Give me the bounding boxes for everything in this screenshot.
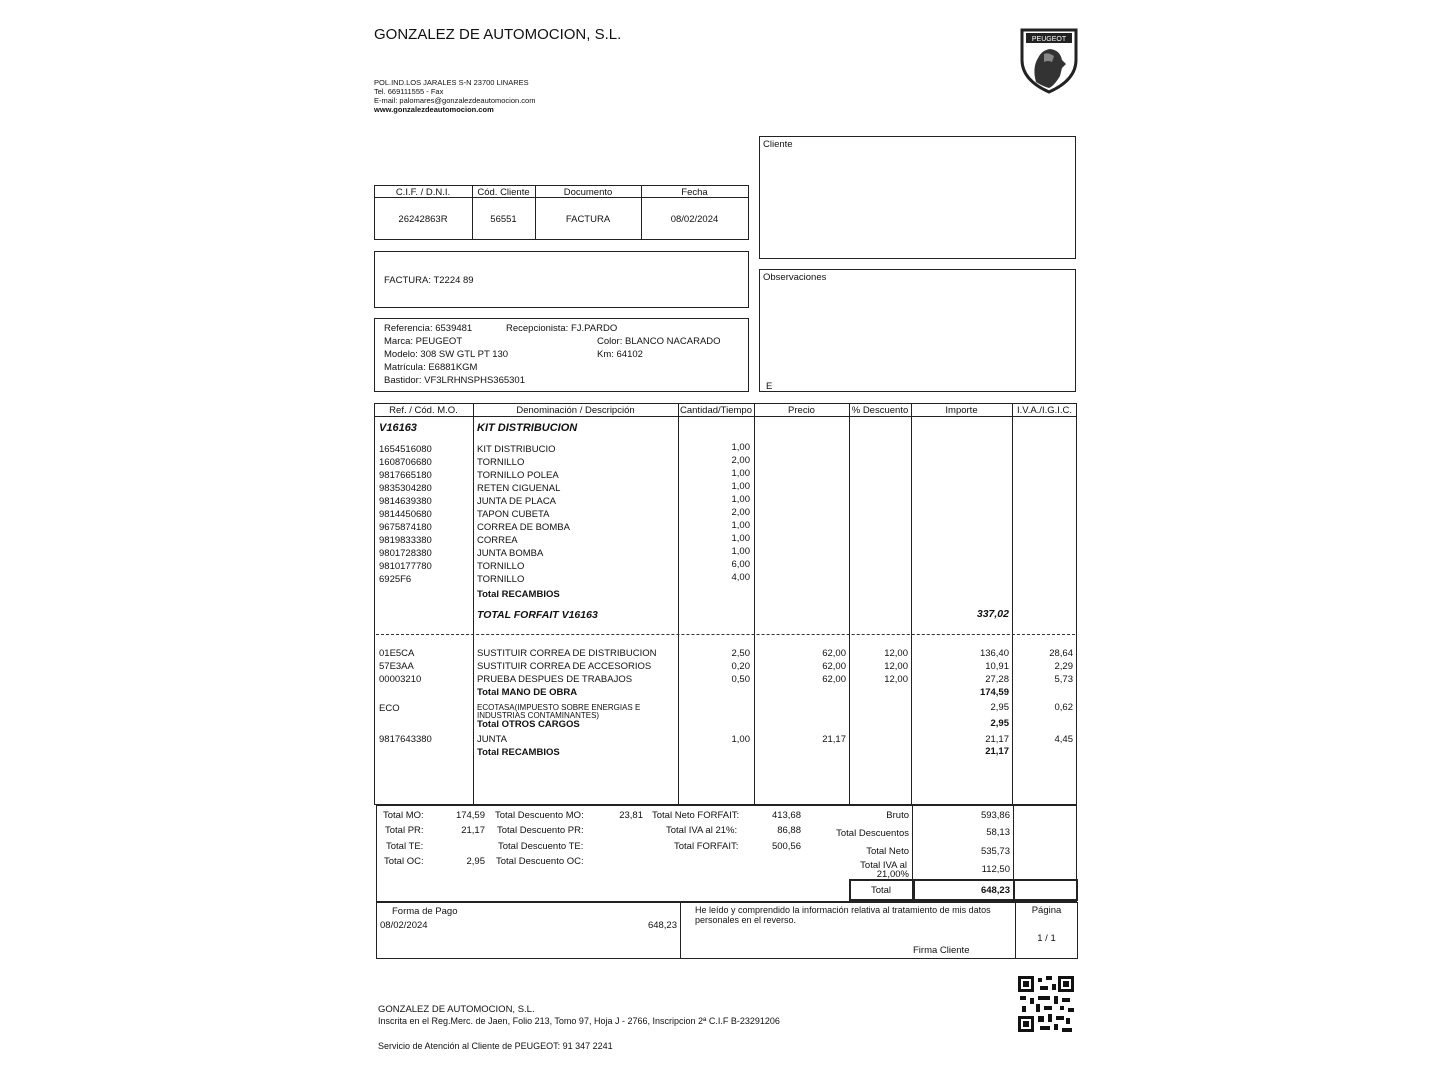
desc-mo-value: 23,81 [619,810,643,821]
labour-desc: SUSTITUIR CORREA DE ACCESORIOS [477,661,652,672]
col-price-header: Precio [788,405,815,416]
labour-amount: 136,40 [979,648,1009,659]
part-qty: 1,00 [731,468,750,479]
header-cod-cliente-label: Cód. Cliente [477,187,530,198]
part-qty: 1,00 [731,442,750,453]
vehicle-referencia: Referencia: 6539481 [384,323,473,334]
factura-number: FACTURA: T2224 89 [384,275,474,286]
part-desc: JUNTA DE PLACA [477,496,557,507]
part-desc: TORNILLO [477,574,525,585]
eco-vat: 0,62 [1054,702,1073,713]
kit-title: KIT DISTRIBUCION [477,422,578,434]
labour-vat: 28,64 [1049,648,1073,659]
header-cod-cliente-value: 56551 [490,214,517,225]
company-email: E-mail: palomares@gonzalezdeautomocion.com [374,96,536,105]
col-qty-header: Cantidad/Tiempo [680,405,752,416]
part-qty: 1,00 [731,520,750,531]
total-neto-label: Total Neto [866,846,909,857]
signature-label: Firma Cliente [913,945,970,956]
labour-discount: 12,00 [884,648,908,659]
client-box [759,136,1076,259]
vehicle-color: Color: BLANCO NACARADO [597,336,721,347]
peugeot-logo [1018,24,1080,94]
labour-desc: PRUEBA DESPUES DE TRABAJOS [477,674,633,685]
part-ref: 9810177780 [379,561,432,572]
desc-pr-label: Total Descuento PR: [497,825,584,836]
labour-vat: 5,73 [1054,674,1073,685]
iva-value: 112,50 [981,864,1010,875]
page-number: 1 / 1 [1037,933,1056,944]
footer-service: Servicio de Atención al Cliente de PEUGEOT: 91 347 2241 [378,1041,613,1051]
labour-desc: SUSTITUIR CORREA DE DISTRIBUCION [477,648,657,659]
desc-mo-label: Total Descuento MO: [495,810,584,821]
desc-oc-label: Total Descuento OC: [496,856,584,867]
extra-qty: 1,00 [731,734,750,745]
total-oc-sum-label: Total OC: [384,856,424,867]
client-label: Cliente [763,139,793,150]
labour-price: 62,00 [822,648,846,659]
forfait-label: Total FORFAIT: [674,841,739,852]
vehicle-recepcionista: Recepcionista: FJ.PARDO [506,323,618,334]
labour-discount: 12,00 [884,661,908,672]
footer-company-name: GONZALEZ DE AUTOMOCION, S.L. [378,1004,535,1015]
part-qty: 2,00 [731,507,750,518]
part-qty: 1,00 [731,494,750,505]
company-name: GONZALEZ DE AUTOMOCION, S.L. [374,26,622,43]
part-ref: 9814450680 [379,509,432,520]
total-rec2-label: Total RECAMBIOS [477,747,560,758]
total-rec2-value: 21,17 [985,746,1009,757]
col-amount-header: Importe [945,405,978,416]
total-mo-label: Total MANO DE OBRA [477,687,578,698]
part-qty: 1,00 [731,546,750,557]
part-qty: 1,00 [731,481,750,492]
header-cif-value: 26242863R [398,214,448,225]
qr-code [1018,976,1074,1032]
total-mo-sum-value: 174,59 [455,810,485,821]
total-pr-value: 21,17 [461,825,485,836]
company-web: www.gonzalezdeautomocion.com [374,105,494,114]
part-ref: 9817665180 [379,470,432,481]
part-ref: 9675874180 [379,522,432,533]
part-desc: KIT DISTRIBUCIO [477,444,556,455]
part-ref: 1608706680 [379,457,432,468]
observations-box [759,269,1076,392]
extra-amount: 21,17 [985,734,1009,745]
header-documento-value: FACTURA [565,214,611,225]
vehicle-km: Km: 64102 [597,349,643,360]
bruto-value: 593,86 [980,810,1010,821]
total-mo-value: 174,59 [979,687,1009,698]
part-desc: RETEN CIGUENAL [477,483,561,494]
eco-desc-2: INDUSTRIAS CONTAMINANTES) [477,711,600,720]
part-desc: TORNILLO [477,457,525,468]
part-qty: 4,00 [731,572,750,583]
total-desc-label: Total Descuentos [836,828,909,839]
part-ref: 9835304280 [379,483,432,494]
observations-mark: E [766,381,773,392]
page-label: Página [1031,905,1062,916]
part-qty: 1,00 [731,533,750,544]
eco-desc-1: ECOTASA(IMPUESTO SOBRE ENERGIAS E [477,703,641,712]
eco-ref: ECO [379,703,400,714]
part-ref: 9801728380 [379,548,432,559]
part-ref: 9819833380 [379,535,432,546]
privacy-line-2: personales en el reverso. [695,915,797,925]
kit-code: V16163 [379,422,417,434]
iva21-label: Total IVA al 21%: [666,825,738,836]
col-vat-header: I.V.A./I.G.I.C. [1016,405,1073,416]
labour-amount: 10,91 [985,661,1009,672]
part-ref: 9814639380 [379,496,432,507]
part-desc: JUNTA BOMBA [477,548,544,559]
vehicle-marca: Marca: PEUGEOT [384,336,463,347]
part-desc: TORNILLO POLEA [477,470,559,481]
grand-total-label: Total [870,885,892,896]
total-neto-value: 535,73 [980,846,1010,857]
part-desc: TORNILLO [477,561,525,572]
labour-vat: 2,29 [1054,661,1073,672]
forfait-value: 500,56 [771,841,801,852]
extra-price: 21,17 [822,734,846,745]
footer-registry: Inscrita en el Reg.Merc. de Jaen, Folio 213, Tomo 97, Hoja J - 2766, Inscripcion 2ª C.I.F B-23291206 [378,1016,780,1026]
col-desc-header: Denominación / Descripción [516,405,635,416]
vehicle-modelo: Modelo: 308 SW GTL PT 130 [384,349,509,360]
neto-forfait-value: 413,68 [771,810,801,821]
col-ref-header: Ref. / Cód. M.O. [389,405,458,416]
payment-label: Forma de Pago [392,906,458,917]
iva-label-2: 21,00% [876,869,909,880]
labour-qty: 0,20 [731,661,750,672]
grand-total-value: 648,23 [980,885,1010,896]
labour-price: 62,00 [822,674,846,685]
neto-forfait-label: Total Neto FORFAIT: [652,810,740,821]
company-phone: Tel. 669111555 - Fax [374,87,444,96]
total-oc-value: 2,95 [990,718,1009,729]
labour-ref: 01E5CA [379,648,415,659]
total-oc-label: Total OTROS CARGOS [477,719,580,730]
total-pr-label: Total PR: [385,825,424,836]
part-ref: 6925F6 [379,574,412,585]
labour-ref: 00003210 [379,674,422,685]
iva21-value: 86,88 [777,825,801,836]
total-mo-sum-label: Total MO: [383,810,424,821]
labour-qty: 0,50 [731,674,750,685]
header-documento-label: Documento [563,187,613,198]
peugeot-logo-text: PEUGEOT [1031,36,1067,43]
iva-label-1: Total IVA al [860,860,907,871]
labour-qty: 2,50 [731,648,750,659]
total-forfait-label: TOTAL FORFAIT V16163 [477,609,598,621]
header-cif-label: C.I.F. / D.N.I. [395,187,451,198]
eco-amount: 2,95 [990,702,1009,713]
observations-label: Observaciones [763,272,827,283]
labour-discount: 12,00 [884,674,908,685]
section-divider [376,634,1075,635]
labour-ref: 57E3AA [379,661,414,672]
total-oc-sum-value: 2,95 [466,856,485,867]
part-ref: 1654516080 [379,444,432,455]
part-desc: CORREA DE BOMBA [477,522,570,533]
payment-date: 08/02/2024 [380,920,428,931]
part-qty: 6,00 [731,559,750,570]
extra-ref: 9817643380 [379,734,432,745]
total-forfait-value: 337,02 [976,608,1009,620]
labour-amount: 27,28 [985,674,1009,685]
bruto-label: Bruto [886,810,909,821]
payment-amount: 648,23 [647,920,677,931]
company-address: POL.IND.LOS JARALES S-N 23700 LINARES [374,78,529,87]
total-recambios-label: Total RECAMBIOS [477,589,560,600]
total-te-label: Total TE: [386,841,424,852]
vehicle-bastidor: Bastidor: VF3LRHNSPHS365301 [384,375,525,386]
part-desc: CORREA [477,535,518,546]
vehicle-matricula: Matrícula: E6881KGM [384,362,478,373]
extra-vat: 4,45 [1054,734,1073,745]
extra-desc: JUNTA [477,734,507,745]
desc-te-label: Total Descuento TE: [498,841,584,852]
header-fecha-label: Fecha [681,187,708,198]
labour-price: 62,00 [822,661,846,672]
total-desc-value: 58,13 [986,827,1010,838]
header-fecha-value: 08/02/2024 [670,214,719,225]
part-desc: TAPON CUBETA [477,509,550,520]
privacy-line-1: He leído y comprendido la información relativa al tratamiento de mis datos [695,905,991,915]
part-qty: 2,00 [731,455,750,466]
col-disc-header: % Descuento [851,405,909,416]
